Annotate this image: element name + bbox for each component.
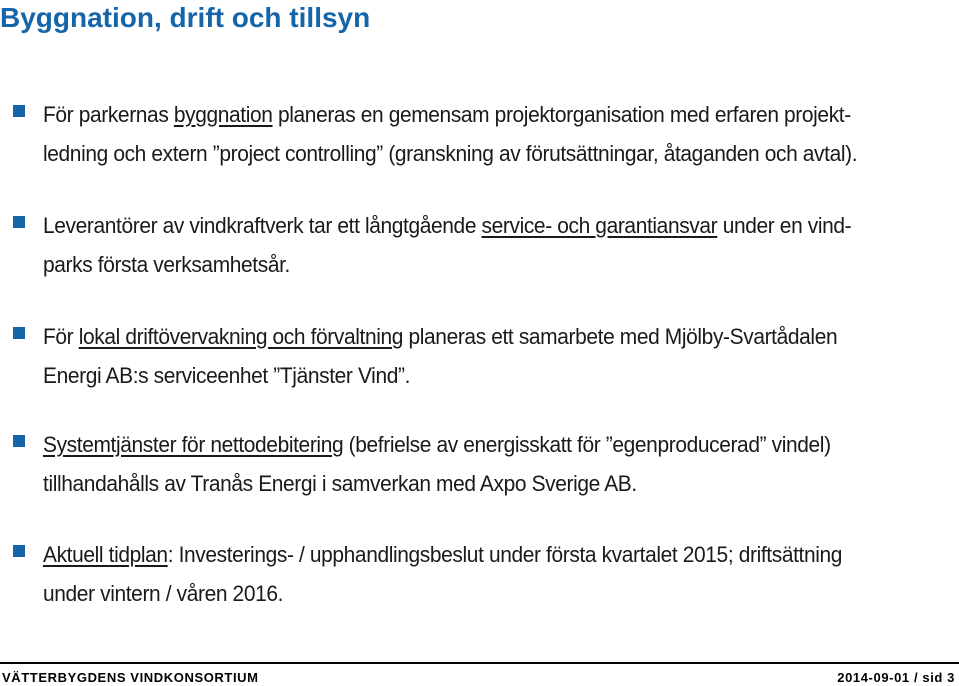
bullet-text: Systemtjänster för nettodebitering (befrielse av energisskatt för ”egenproducerad” vindel) tillhandahålls av Tranås Energi i samverkan med Axpo Sverige AB.: [43, 432, 831, 496]
bullet-square-icon: [13, 216, 25, 228]
bullet-text: För lokal driftövervakning och förvaltning planeras ett samarbete med Mjölby-Svartådalen Energi AB:s serviceenhet ”Tjänster Vind”.: [43, 324, 838, 388]
underlined-term: Aktuell tidplan: [43, 542, 168, 567]
bullet-item-2: [13, 206, 943, 284]
footer-divider: [0, 662, 959, 664]
bullet-square-icon: [13, 105, 25, 117]
underlined-term: service- och garantiansvar: [481, 213, 718, 238]
bullet-square-icon: [13, 545, 25, 557]
bullet-item-3: [13, 317, 943, 395]
bullet-item-4: [13, 425, 943, 503]
bullet-item-5: [13, 535, 943, 613]
bullet-square-icon: [13, 327, 25, 339]
bullet-text: Leverantörer av vindkraftverk tar ett långtgående service- och garantiansvar under en vind- parks första verksamhetsår.: [43, 213, 852, 277]
page-title: Byggnation, drift och tillsyn: [0, 2, 371, 33]
footer-date-page: 2014-09-01 / sid 3: [837, 670, 955, 685]
bullet-text: För parkernas byggnation planeras en gemensam projektorganisation med erfaren projekt- ledning och extern ”project controlling” (granskning av förutsättningar, åtaganden och avtal).: [43, 102, 858, 166]
bullet-item-1: [13, 95, 943, 173]
underlined-term: Systemtjänster för nettodebitering: [43, 432, 344, 457]
bullet-text: Aktuell tidplan: Investerings- / upphandlingsbeslut under första kvartalet 2015; driftsättning under vintern / våren 2016.: [43, 542, 843, 606]
bullet-square-icon: [13, 435, 25, 447]
underlined-term: lokal driftövervakning och förvaltning: [78, 324, 404, 349]
footer-organization: VÄTTERBYGDENS VINDKONSORTIUM: [2, 670, 259, 685]
underlined-term: byggnation: [173, 102, 273, 127]
